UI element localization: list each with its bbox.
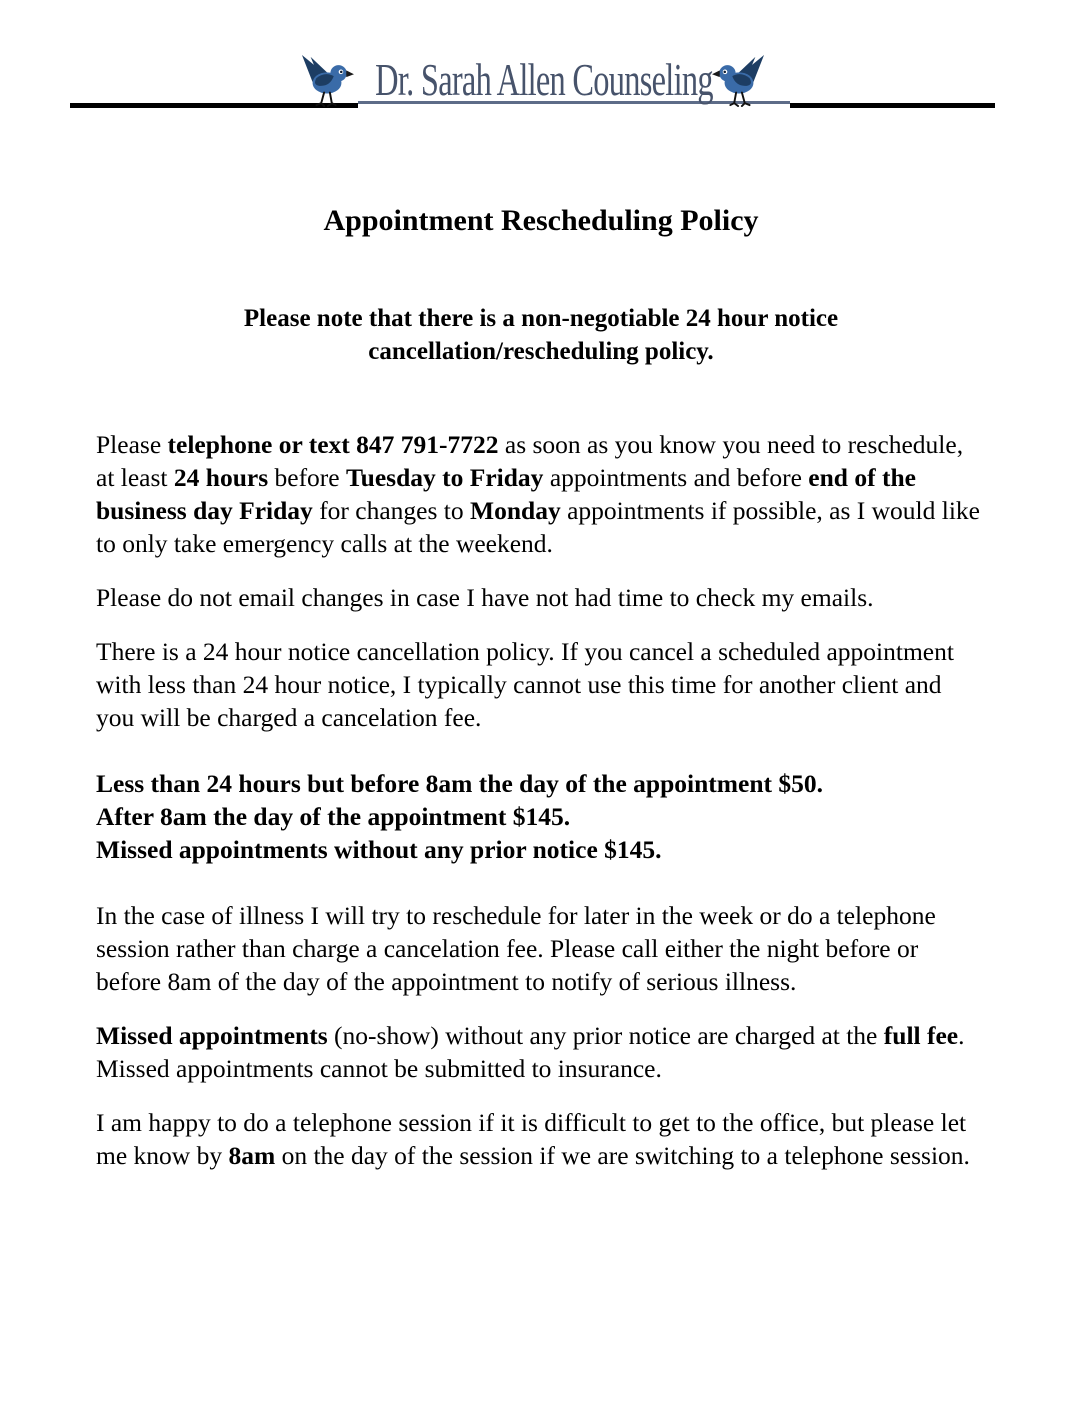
fee-line-missed: Missed appointments without any prior notice $145. bbox=[96, 835, 662, 864]
fee-schedule bbox=[96, 767, 986, 866]
bluebird-logo-left-icon bbox=[298, 55, 356, 107]
policy-notice-line1: Please note that there is a non-negotiable 24 hour notice bbox=[243, 305, 839, 332]
fee-line-before-8am: Less than 24 hours but before 8am the day of the appointment $50. bbox=[96, 769, 824, 798]
paragraph-telephone-session: I am happy to do a telephone session if it is difficult to get to the office, but please let me know by 8am on the day of the session if we are switching to a telephone session. bbox=[96, 1108, 970, 1170]
page-title: Appointment Rescheduling Policy bbox=[323, 204, 759, 237]
policy-notice bbox=[96, 302, 986, 368]
brand-name: Dr. Sarah Allen Counseling bbox=[375, 55, 713, 105]
paragraph-no-show: Missed appointments (no-show) without any prior notice are charged at the full fee. Missed appointments cannot be submitted to insurance. bbox=[96, 1021, 965, 1083]
header-divider-right bbox=[790, 103, 995, 108]
paragraph-illness: In the case of illness I will try to reschedule for later in the week or do a telephone session rather than charge a cancelation fee. Please call either the night before or before 8am of the day of the appointment to notify of serious illness. bbox=[96, 901, 936, 996]
policy-notice-line2: cancellation/rescheduling policy. bbox=[368, 338, 714, 365]
paragraph-contact-instructions: Please telephone or text 847 791-7722 as soon as you know you need to reschedule, at least 24 hours before Tuesday to Friday appointments and before end of the business day Friday for changes to Monday appointments if possible, as I would like to only take emergency calls at the weekend. bbox=[96, 430, 980, 558]
bluebird-logo-right-icon bbox=[710, 55, 768, 107]
paragraph-no-email: Please do not email changes in case I have not had time to check my emails. bbox=[96, 583, 874, 612]
letterhead bbox=[0, 0, 1088, 118]
document-body bbox=[0, 203, 1088, 1172]
fee-line-after-8am: After 8am the day of the appointment $145. bbox=[96, 802, 571, 831]
paragraph-cancellation-policy: There is a 24 hour notice cancellation policy. If you cancel a scheduled appointment with less than 24 hour notice, I typically cannot use this time for another client and you will be charged a cancelation fee. bbox=[96, 637, 954, 732]
